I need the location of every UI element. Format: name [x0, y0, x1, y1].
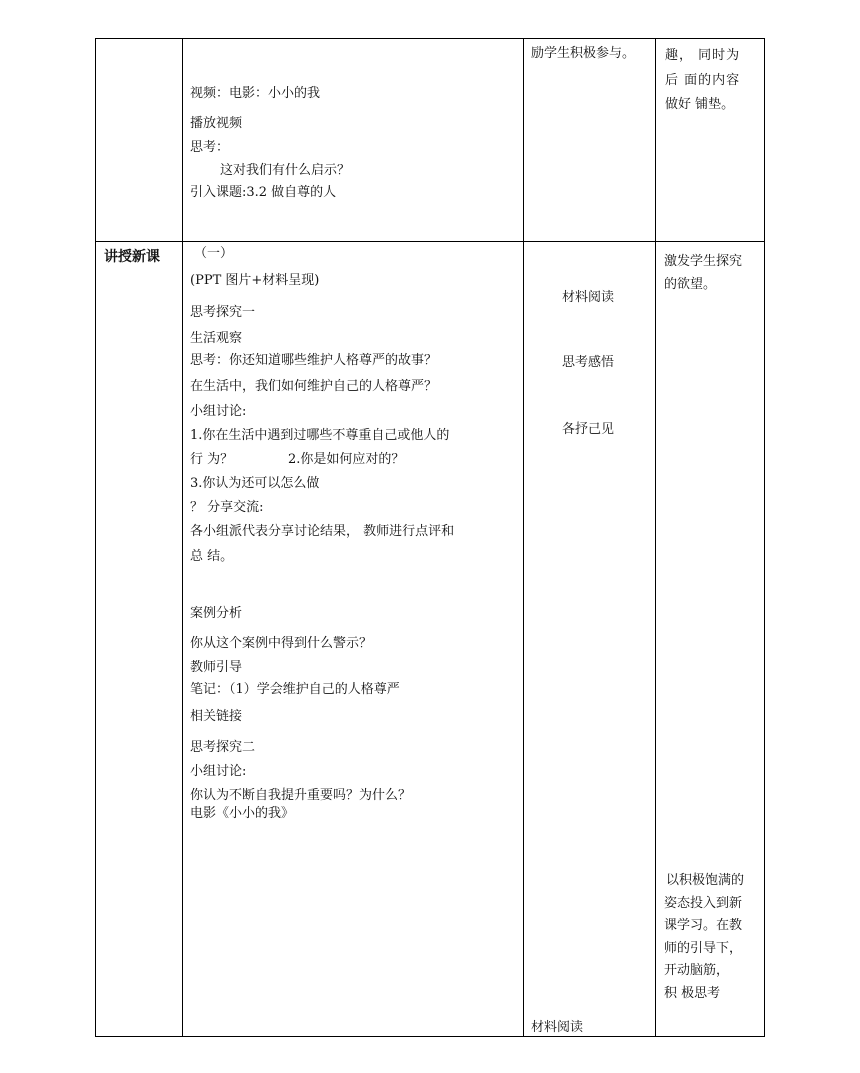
student-activity-reading-2: 材料阅读 [531, 1020, 584, 1035]
discussion-question-2: 2.你是如何应对的？ [288, 452, 405, 467]
movie-title: 电影《小小的我》 [190, 806, 295, 821]
design-intent-line-4: 姿态投入到新 [664, 896, 743, 911]
design-intent-line-1: 激发学生探究 [664, 254, 743, 269]
self-improvement-question: 你认为不断自我提升重要吗？为什么？ [190, 788, 412, 803]
think-question-2: 在生活中，我们如何维护自己的人格尊严？ [190, 379, 438, 394]
group-discussion-label-1: 小组讨论: [190, 404, 247, 419]
discussion-question-1-cont: 行 为？ [190, 452, 234, 467]
related-links: 相关链接 [190, 709, 243, 724]
row1-activity-line-5: 引入课题:3.2 做自尊的人 [190, 185, 337, 200]
case-question: 你从这个案例中得到什么警示？ [190, 636, 373, 651]
row1-design-intent-line-2: 后 面的内容 [665, 73, 741, 88]
design-intent-line-6: 师的引导下， [664, 941, 743, 956]
design-intent-line-7: 开动脑筋， [664, 963, 730, 978]
design-intent-line-8: 积 极思考 [664, 986, 721, 1001]
explore-two-heading: 思考探究二 [190, 740, 256, 755]
row1-activity-line-1: 视频：电影：小小的我 [190, 86, 321, 101]
row1-design-intent-line-3: 做好 铺垫。 [665, 97, 735, 112]
case-analysis-heading: 案例分析 [190, 606, 243, 621]
section-label-new-lesson: 讲授新课 [104, 249, 160, 265]
explore-one-heading: 思考探究一 [190, 305, 256, 320]
share-exchange: ？ 分享交流: [190, 500, 264, 515]
row1-activity-line-4: 这对我们有什么启示？ [220, 163, 351, 178]
summary: 总 结。 [190, 549, 234, 564]
group-discussion-label-2: 小组讨论: [190, 764, 247, 779]
design-intent-line-3: 以积极饱满的 [666, 873, 745, 888]
discussion-question-3: 3.你认为还可以怎么做 [190, 476, 320, 491]
teacher-guidance: 教师引导 [190, 660, 243, 675]
row1-design-intent-line-1: 趣， 同时为 [665, 48, 741, 63]
life-observation: 生活观察 [190, 331, 243, 346]
column-divider-3 [655, 39, 656, 1036]
row1-activity-line-2: 播放视频 [190, 116, 243, 131]
column-divider-2 [523, 39, 524, 1036]
row-divider [96, 241, 764, 242]
column-divider-1 [182, 39, 183, 1036]
design-intent-line-2: 的欲望。 [664, 277, 717, 292]
ppt-note: (PPT 图片+材料呈现) [190, 273, 320, 288]
part-one-marker: （一） [194, 246, 234, 261]
student-activity-reading-1: 材料阅读 [562, 290, 615, 305]
student-activity-reflection: 思考感悟 [562, 355, 615, 370]
think-question-1: 思考：你还知道哪些维护人格尊严的故事？ [190, 353, 438, 368]
row1-activity-line-3: 思考： [190, 140, 230, 155]
discussion-question-1: 1.你在生活中遇到过哪些不尊重自己或他人的 [190, 428, 450, 443]
design-intent-line-5: 课学习。在教 [664, 918, 743, 933]
row1-student-activity: 励学生积极参与。 [531, 46, 636, 61]
notes-line: 笔记：（1）学会维护自己的人格尊严 [190, 682, 400, 697]
student-activity-opinions: 各抒己见 [562, 422, 615, 437]
group-report: 各小组派代表分享讨论结果， 教师进行点评和 [190, 524, 455, 539]
